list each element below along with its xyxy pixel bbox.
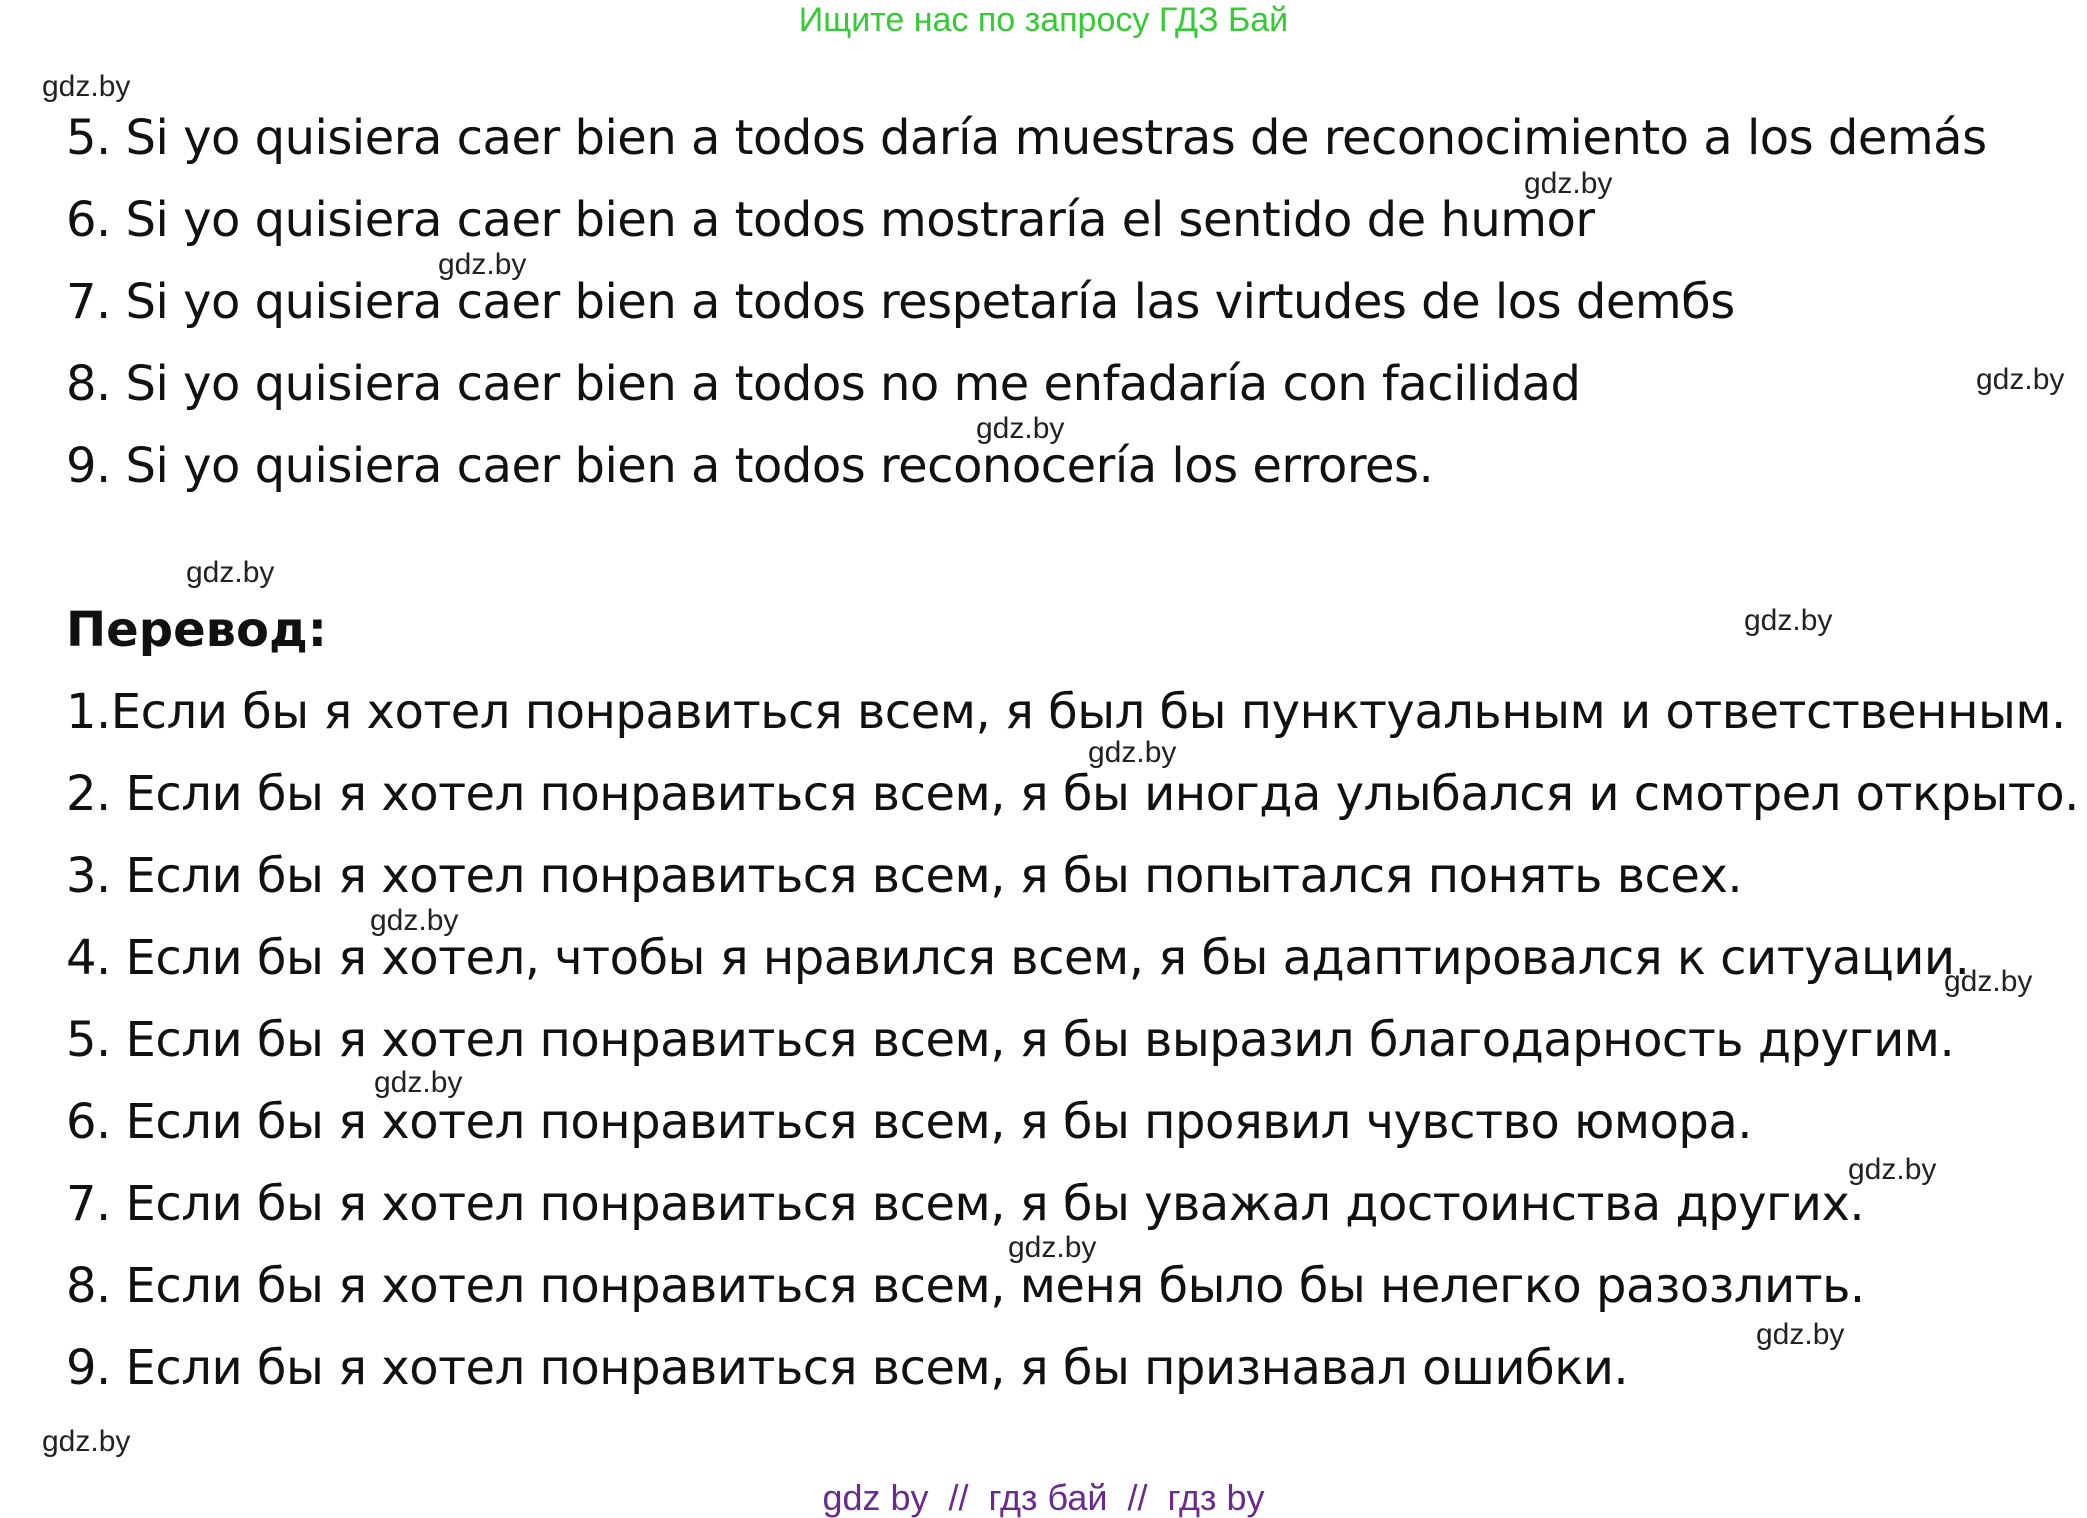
spanish-line-6: 6. Si yo quisiera caer bien a todos mostraría el sentido de humor — [66, 192, 1595, 248]
watermark: gdz.by — [42, 70, 131, 103]
spanish-line-5: 5. Si yo quisiera caer bien a todos daría muestras de reconocimiento a los demás — [66, 110, 1987, 166]
watermark: gdz.by — [1944, 965, 2033, 998]
translation-heading: Перевод: — [66, 602, 327, 658]
translation-line-3: 3. Если бы я хотел понравиться всем, я бы попытался понять всех. — [66, 848, 1743, 904]
search-hint: Ищите нас по запросу ГДЗ Бай — [798, 1, 1289, 39]
spanish-line-9: 9. Si yo quisiera caer bien a todos reconocería los errores. — [66, 438, 1434, 494]
watermark: gdz.by — [1524, 167, 1613, 200]
watermark: gdz.by — [1744, 604, 1833, 637]
watermark: gdz.by — [438, 248, 527, 281]
spanish-line-7: 7. Si yo quisiera caer bien a todos respetaría las virtudes de los demбs — [66, 274, 1735, 330]
watermark: gdz.by — [374, 1066, 463, 1099]
translation-line-8: 8. Если бы я хотел понравиться всем, меня было бы нелегко разозлить. — [66, 1258, 1865, 1314]
watermark: gdz.by — [976, 412, 1065, 445]
translation-line-2: 2. Если бы я хотел понравиться всем, я бы иногда улыбался и смотрел открыто. — [66, 766, 2079, 822]
watermark: gdz.by — [1088, 736, 1177, 769]
watermark: gdz.by — [1976, 363, 2065, 396]
translation-line-5: 5. Если бы я хотел понравиться всем, я бы выразил благодарность другим. — [66, 1012, 1955, 1068]
translation-line-1: 1.Если бы я хотел понравиться всем, я был бы пунктуальным и ответственным. — [66, 684, 2066, 740]
watermark: gdz.by — [1008, 1231, 1097, 1264]
spanish-line-8: 8. Si yo quisiera caer bien a todos no me enfadaría con facilidad — [66, 356, 1581, 412]
watermark: gdz.by — [42, 1425, 131, 1458]
footer-links: gdz by // гдз бай // гдз by — [822, 1477, 1265, 1518]
watermark: gdz.by — [186, 556, 275, 589]
watermark: gdz.by — [1848, 1153, 1937, 1186]
translation-line-4: 4. Если бы я хотел, чтобы я нравился всем, я бы адаптировался к ситуации. — [66, 930, 1970, 986]
watermark: gdz.by — [1756, 1318, 1845, 1351]
translation-line-6: 6. Если бы я хотел понравиться всем, я бы проявил чувство юмора. — [66, 1094, 1753, 1150]
translation-line-9: 9. Если бы я хотел понравиться всем, я бы признавал ошибки. — [66, 1340, 1629, 1396]
translation-line-7: 7. Если бы я хотел понравиться всем, я бы уважал достоинства других. — [66, 1176, 1865, 1232]
watermark: gdz.by — [370, 904, 459, 937]
